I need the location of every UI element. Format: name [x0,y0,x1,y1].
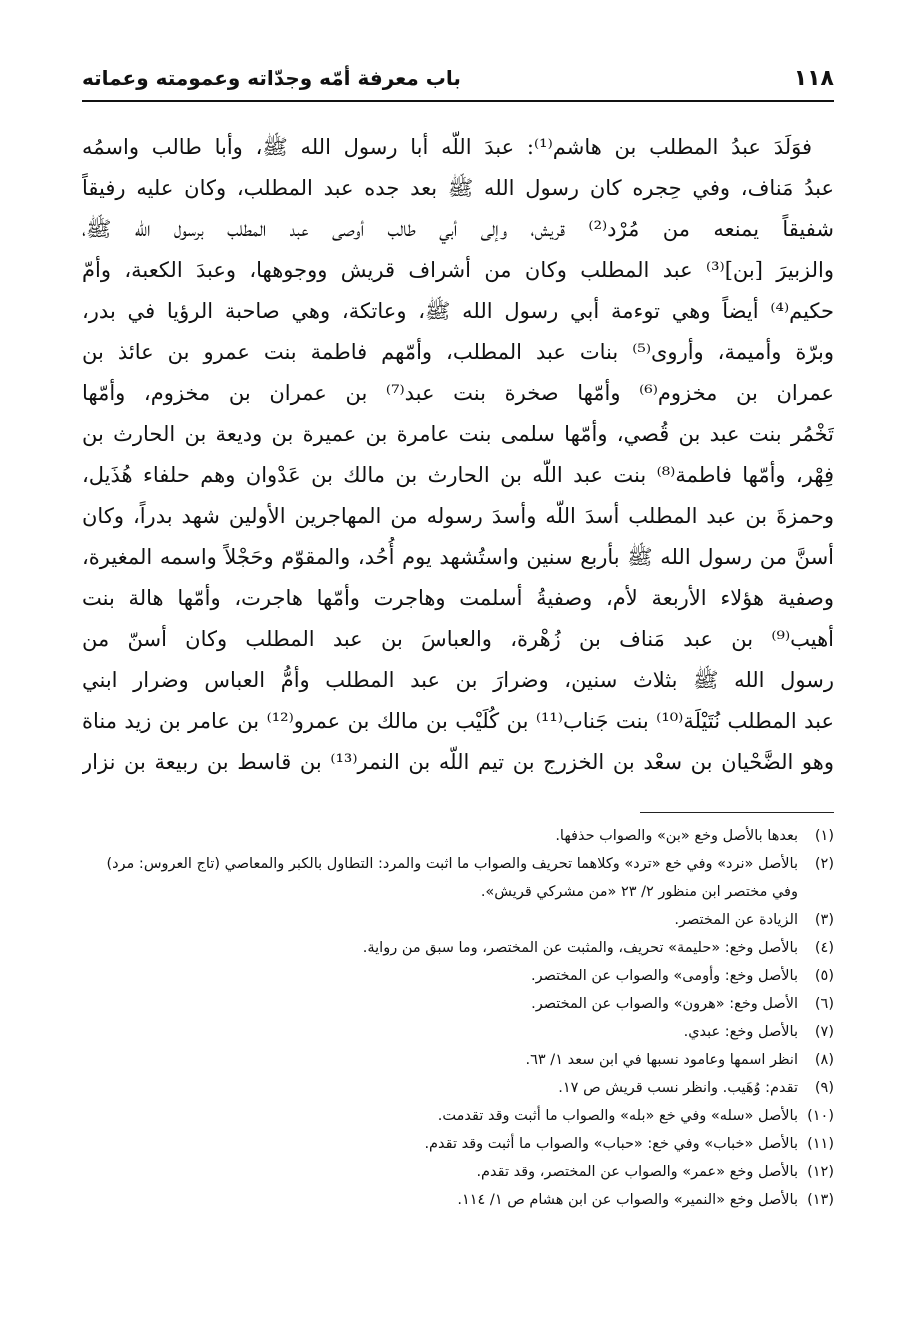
footnote-number: (٤) [814,940,834,956]
text-line: فِهْر، وأمّها فاطمة⁽⁸⁾ بنت عبد اللّه بن الحارث بن مالك بن عَدْوان وهم حلفاء هُذَيل، [82,463,834,487]
text-line: وبرّة وأميمة، وأروى⁽⁵⁾ بنات عبد المطلب، وأمّهم فاطمة بنت عمرو بن عائذ بن [82,340,834,364]
page-number: ١١٨ [793,65,834,91]
text-line: شفيقاً يمنعه من مُرْد⁽²⁾ قريش، وإلى أبي طالب أوصى عبد المطلب برسول الله ﷺ، [82,217,834,241]
footnote [82,1186,834,1214]
footnote-text: انظر اسمها وعامود نسبها في ابن سعد ١/ ٦٣. [525,1052,798,1068]
footnote-number: (٨) [814,1052,834,1068]
footnote-number: (١٢) [807,1164,834,1180]
text-line: رسول الله ﷺ بثلاث سنين، وضرارَ بن عبد المطلب وأمُّ العباس وضرار ابني [82,668,834,692]
text-line: عمران بن مخزوم⁽⁶⁾ وأمّها صخرة بنت عبد⁽⁷⁾ بن عمران بن مخزوم، وأمّها [82,381,834,405]
footnote-text: الزيادة عن المختصر. [674,912,798,928]
footnote-text: الأصل وخع: «هرون» والصواب عن المختصر. [531,996,798,1012]
footnote-text: بالأصل وخع: وأومى» والصواب عن المختصر. [530,968,798,984]
text-line: وحمزةَ بن عبد المطلب أسدَ اللّه وأسدَ رسوله من المهاجرين الأولين شهد بدراً، وكان [82,504,834,528]
footnote-number: (٦) [814,996,834,1012]
footnote [82,850,834,906]
footnote-number: (١٠) [807,1108,834,1124]
text-line: أهيب⁽⁹⁾ بن عبد مَناف بن زُهْرة، والعباسَ بن عبد المطلب وكان أسنّ من [82,627,834,651]
footnote [82,1102,834,1130]
footnote-number: (٧) [814,1024,834,1040]
text-line: حكيم⁽⁴⁾ أيضاً وهي توءمة أبي رسول الله ﷺ، وعاتكة، وهي صاحبة الرؤيا في بدر، [82,299,834,323]
chapter-title: باب معرفة أمّه وجدّاته وعمومته وعماته [82,66,461,90]
text-line: والزبيرَ [بن]⁽³⁾ عبد المطلب وكان من أشراف قريش ووجوهها، وعبدَ الكعبة، وأمّ [82,258,834,282]
footnote-text: بالأصل وخع: «حليمة» تحريف، والمثبت عن المختصر، وما سبق من رواية. [362,940,798,956]
footnote-number: (١٣) [807,1192,834,1208]
footnote [82,1018,834,1046]
footnote-text: بعدها بالأصل وخع «بن» والصواب حذفها. [555,828,798,844]
footnote-text: بالأصل «سله» وفي خع «بله» والصواب ما أثبت وقد تقدمت. [437,1108,798,1124]
text-line: عبدُ مَناف، وفي حِجره كان رسول الله ﷺ بعد جده عبد المطلب، وكان عليه رفيقاً [82,176,834,200]
footnote-number: (٣) [814,912,834,928]
footnote-number: (٢) [814,856,834,872]
footnote-text: بالأصل وخع «النمير» والصواب عن ابن هشام ص ١/ ١١٤. [457,1192,798,1208]
text-line: فوَلَدَ عبدُ المطلب بن هاشم⁽¹⁾: عبدَ اللّه أبا رسول الله ﷺ، وأبا طالب واسمُه [82,135,813,159]
footnote [82,990,834,1018]
header-rule [82,100,834,102]
footnote-number: (٥) [814,968,834,984]
footnote-number: (١) [814,828,834,844]
footnote-text: بالأصل «خباب» وفي خع: «حباب» والصواب ما أثبت وقد تقدم. [424,1136,798,1152]
text-line: وصفية هؤلاء الأربعة لأم، وصفيةُ أسلمت وهاجرت وأمّها هاجرت، وأمّها هالة بنت [82,586,834,610]
footnote-text: تقدم: وُهَيب. وانظر نسب قريش ص ١٧. [558,1080,798,1096]
footnotes [82,822,834,1214]
text-line: وهو الضَّحْيان بن سعْد بن الخزرج بن تيم اللّه بن النمر⁽¹³⁾ بن قاسط بن ربيعة بن نزار [82,750,834,774]
footnote [82,1074,834,1102]
footnote-text: بالأصل وخع: عبدي. [683,1024,798,1040]
footnote-text: بالأصل «نرد» وفي خع «ترد» وكلاهما تحريف والصواب ما اثبت والمرد: التطاول بالكبر والمعاصي (تاج العروس: مرد) وفي مختصر ابن منظور ٢/ ٢٣ «من مشركي قريش». [106,856,798,900]
footnote [82,1046,834,1074]
footnote-text: بالأصل وخع «عمر» والصواب عن المختصر، وقد تقدم. [476,1164,798,1180]
footnote [82,822,834,850]
footnote [82,906,834,934]
footnote [82,1158,834,1186]
text-line: تَخْمُر بنت عبد بن قُصي، وأمّها سلمى بنت عامرة بن عميرة بن وديعة بن الحارث بن [82,422,834,446]
footnote [82,962,834,990]
footnote-number: (٩) [814,1080,834,1096]
footnote-separator [640,812,834,813]
footnote [82,1130,834,1158]
text-line: عبد المطلب نُتَيْلَة⁽¹⁰⁾ بنت جَناب⁽¹¹⁾ بن كُلَيْب بن مالك بن عمرو⁽¹²⁾ بن عامر بن زيد مناة [82,709,834,733]
main-text [82,127,834,783]
running-header [82,60,834,96]
footnote [82,934,834,962]
text-line: أسنَّ من رسول الله ﷺ بأربع سنين واستُشهد يوم أُحُد، والمقوّم وحَجْلاً واسمه المغيرة، [82,545,834,569]
footnote-number: (١١) [807,1136,834,1152]
